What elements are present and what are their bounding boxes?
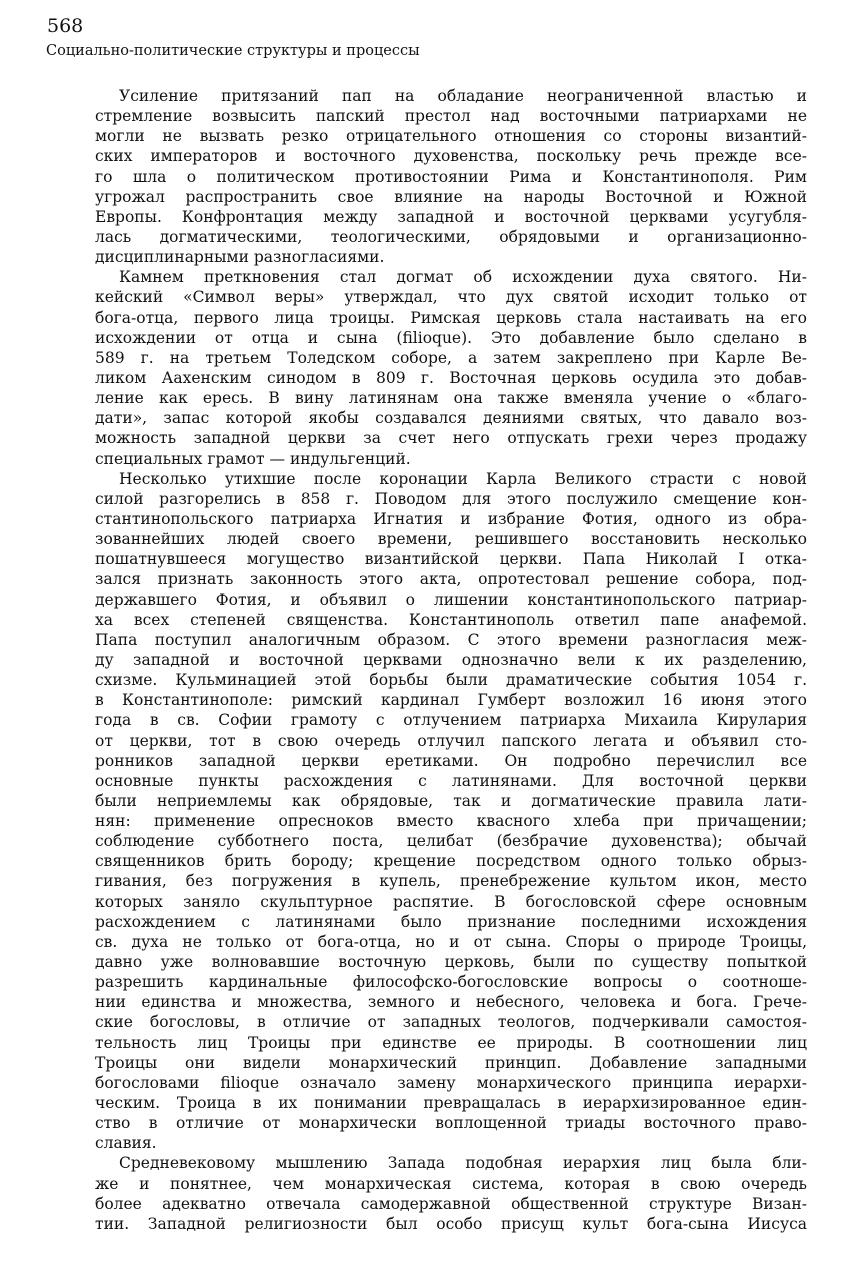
text-line: дати», запас которой якобы создавался деяниями святых, что давало воз-	[95, 409, 807, 428]
text-line: специальных грамот — индульгенций.	[95, 449, 411, 468]
text-line: исхождении от отца и сына (filioque). Это добавление было сделано в	[95, 328, 807, 347]
text-line: схизме. Кульминацией этой борьбы были драматические события 1054 г.	[95, 671, 807, 690]
text-line: ческим. Троица в их понимании превращалась в иерархизированное един-	[95, 1094, 807, 1113]
text-line: 589 г. на третьем Толедском соборе, а затем закреплено при Карле Ве-	[95, 348, 807, 367]
text-line: нии единства и множества, земного и небесного, человека и бога. Грече-	[95, 993, 807, 1012]
text-line: зованнейших людей своего времени, решившего восстановить несколько	[95, 530, 807, 549]
paragraph	[95, 86, 807, 267]
text-line: бога-отца, первого лица троицы. Римская церковь стала настаивать на его	[95, 308, 807, 327]
text-line: угрожал распространить свое влияние на народы Восточной и Южной	[95, 187, 807, 206]
text-line: кейский «Символ веры» утверждал, что дух святой исходит только от	[95, 288, 807, 307]
paragraph	[95, 267, 807, 468]
text-line: ликом Аахенским синодом в 809 г. Восточная церковь осудила это добав-	[95, 368, 807, 387]
text-line: нян: применение опресноков вместо квасного хлеба при причащении;	[95, 812, 807, 831]
text-line: были неприемлемы как обрядовые, так и догматические правила лати-	[95, 791, 807, 810]
text-line: ление как ересь. В вину латинянам она также вменяла учение о «благо-	[95, 389, 807, 408]
text-line: ство в отличие от монархически воплощенной триады восточного право-	[95, 1114, 807, 1133]
text-line: соблюдение субботнего поста, целибат (безбрачие духовенства); обычай	[95, 832, 807, 851]
text-line: священников брить бороду; крещение посредством одного только обрыз-	[95, 852, 807, 871]
text-line: славия.	[95, 1134, 157, 1153]
text-line: стантинопольского патриарха Игнатия и избрание Фотия, одного из обра-	[95, 509, 807, 528]
text-line: в Константинополе: римский кардинал Гумберт возложил 16 июня этого	[95, 691, 807, 710]
text-line: ские богословы, в отличие от западных теологов, подчеркивали самостоя-	[95, 1013, 807, 1032]
text-line: ских императоров и восточного духовенства, поскольку речь прежде все-	[95, 147, 807, 166]
text-line: державшего Фотия, и объявил о лишении константинопольского патриар-	[95, 590, 807, 609]
text-line: разрешить кардинальные философско-богословские вопросы о соотноше-	[95, 973, 807, 992]
text-line: Европы. Конфронтация между западной и восточной церквами усугубля-	[95, 207, 807, 226]
text-line: Троицы они видели монархический принцип. Добавление западными	[95, 1053, 807, 1072]
text-line: Папа поступил аналогичным образом. С этого времени разногласия меж-	[95, 630, 807, 649]
text-line: дисциплинарными разногласиями.	[95, 248, 385, 267]
paragraph	[95, 1153, 807, 1234]
running-title: Социально-политические структуры и процессы	[46, 43, 420, 59]
text-line: лась догматическими, теологическими, обрядовыми и организационно-	[95, 227, 807, 246]
text-line: основные пункты расхождения с латинянами. Для восточной церкви	[95, 771, 807, 790]
text-line: ха всех степеней священства. Константинополь ответил папе анафемой.	[95, 610, 807, 629]
text-line: которых заняло скульптурное распятие. В богословской сфере основным	[95, 892, 807, 911]
text-line: же и понятнее, чем монархическая система, которая в свою очередь	[95, 1174, 807, 1193]
text-line: пошатнувшееся могущество византийской церкви. Папа Николай I отка-	[95, 550, 807, 569]
text-line: Усиление притязаний пап на обладание неограниченной властью и	[119, 87, 807, 105]
text-line: можность западной церкви за счет него отпускать грехи через продажу	[95, 429, 807, 448]
text-line: го шла о политическом противостоянии Рима и Константинополя. Рим	[95, 167, 807, 186]
text-line: зался признать законность этого акта, опротестовал решение собора, под-	[95, 570, 807, 589]
text-line: могли не вызвать резко отрицательного отношения со стороны византий-	[95, 127, 807, 146]
text-line: Несколько утихшие после коронации Карла Великого страсти с новой	[119, 469, 807, 488]
text-line: силой разгорелись в 858 г. Поводом для этого послужило смещение кон-	[95, 489, 807, 508]
text-line: давно уже волновавшие восточную церковь, были по существу попыткой	[95, 953, 807, 972]
text-line: стремление возвысить папский престол над восточными патриархами не	[95, 107, 807, 126]
text-line: тии. Западной религиозности был особо присущ культ бога-сына Иисуса	[95, 1214, 807, 1233]
text-line: от церкви, тот в свою очередь отлучил папского легата и объявил сто-	[95, 731, 807, 750]
text-line: ду западной и восточной церквами однозначно вели к их разделению,	[95, 650, 807, 669]
text-line: гивания, без погружения в купель, пренебрежение культом икон, место	[95, 872, 807, 891]
text-line: Камнем преткновения стал догмат об исхождении духа святого. Ни-	[119, 268, 807, 287]
text-line: св. духа не только от бога-отца, но и от сына. Споры о природе Троицы,	[95, 932, 807, 951]
text-line: года в св. Софии грамоту с отлучением патриарха Михаила Кирулария	[95, 711, 807, 730]
page-number: 568	[47, 15, 84, 37]
body-text	[95, 86, 807, 1234]
text-line: Средневековому мышлению Запада подобная иерархия лиц была бли-	[119, 1154, 807, 1173]
text-line: более адекватно отвечала самодержавной общественной структуре Визан-	[95, 1194, 807, 1213]
text-line: ронников западной церкви еретиками. Он подробно перечислил все	[95, 751, 807, 770]
text-line: богословами filioque означало замену монархического принципа иерархи-	[95, 1073, 807, 1092]
paragraph	[95, 469, 807, 1154]
text-line: расхождением с латинянами было признание последними исхождения	[95, 912, 807, 931]
text-line: тельность лиц Троицы при единстве ее природы. В соотношении лиц	[95, 1033, 807, 1052]
